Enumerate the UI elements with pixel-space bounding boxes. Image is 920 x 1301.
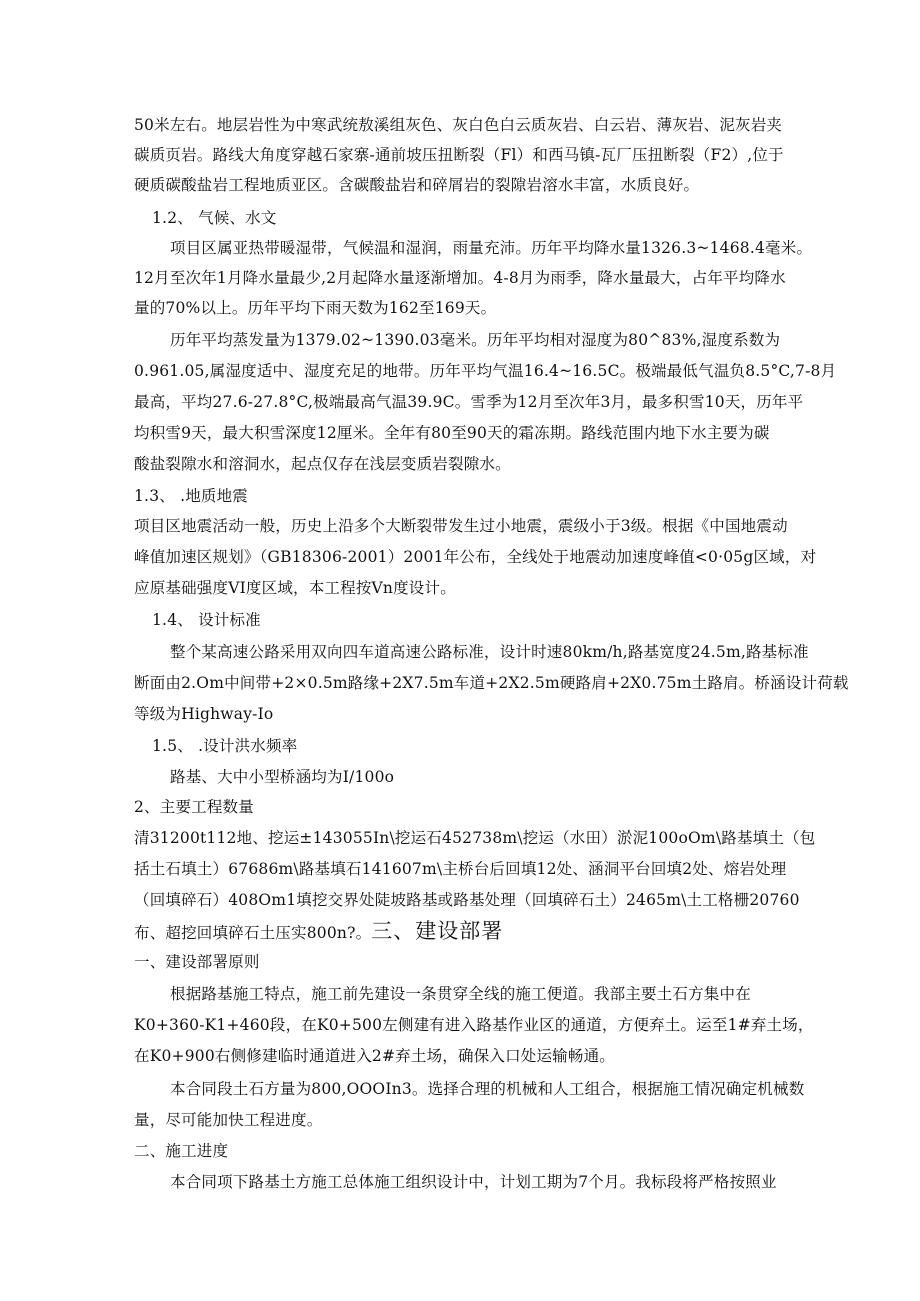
text-line: 路基、大中小型桥涵均为I/100o bbox=[170, 768, 395, 786]
text-line: 碳质页岩。路线大角度穿越石家寨-通前坡压扭断裂（Fl）和西马镇-瓦厂压扭断裂（F2）,位于 bbox=[134, 146, 784, 164]
text-line: 项目区地震活动一般，历史上沿多个大断裂带发生过小地震，震级小于3级。根据《中国地震动 bbox=[134, 517, 788, 535]
section-heading: 1.2、 气候、水文 bbox=[152, 209, 277, 227]
text-line: 量的70%以上。历年平均下雨天数为162至169天。 bbox=[134, 299, 497, 317]
text-line: 整个某高速公路采用双向四车道高速公路标准，设计时速80km/h,路基宽度24.5m,路基标准 bbox=[170, 643, 809, 661]
text-line: K0+360-K1+460段，在K0+500左侧建有进入路基作业区的通道，方便弃土。运至1#弃土场， bbox=[134, 1016, 814, 1034]
text-line: 12月至次年1月降水量最少,2月起降水量逐渐增加。4-8月为雨季，降水量最大，占年平均降水 bbox=[134, 269, 786, 287]
section-heading: 1.5、 .设计洪水频率 bbox=[152, 737, 298, 755]
text-line: 项目区属亚热带暖湿带，气候温和湿润，雨量充沛。历年平均降水量1326.3~1468.4毫米。 bbox=[170, 239, 813, 257]
text-line: 0.961.05,属湿度适中、湿度充足的地带。历年平均气温16.4~16.5C。极端最低气温负8.5°C,7-8月 bbox=[134, 362, 837, 380]
text-line: 历年平均蒸发量为1379.02~1390.03毫米。历年平均相对湿度为80^83%,湿度系数为 bbox=[170, 331, 781, 349]
section-heading: 1.3、 .地质地震 bbox=[134, 487, 249, 505]
text-line: 50米左右。地层岩性为中寒武统敖溪组灰色、灰白色白云质灰岩、白云岩、薄灰岩、泥灰岩夹 bbox=[134, 116, 783, 134]
section-heading: 1.4、 设计标准 bbox=[152, 611, 261, 629]
section-heading: 二、施工进度 bbox=[134, 1142, 229, 1160]
text-line: 本合同段土石方量为800,OOOIn3。选择合理的机械和人工组合，根据施工情况确定机械数 bbox=[170, 1080, 805, 1098]
text-line: 峰值加速区规划》（GB18306-2001）2001年公布，全线处于地震动加速度峰值<0·05g区域，对 bbox=[134, 548, 817, 566]
text-line: 等级为Highway-Io bbox=[134, 705, 274, 723]
text-line bbox=[134, 921, 503, 943]
text-line: 硬质碳酸盐岩工程地质亚区。含碳酸盐岩和碎屑岩的裂隙岩溶水丰富，水质良好。 bbox=[134, 176, 700, 194]
text-line: 括土石填土）67686m\路基填石141607m\主桥台后回填12处、涵洞平台回填2处、熔岩处理 bbox=[134, 860, 787, 878]
text-run: 布、超挖回填碎石土压实800n?。 bbox=[134, 924, 372, 942]
text-line: 清31200t112地、挖运±143055In\挖运石452738m\挖运（水田）淤泥100oOm\路基填土（包 bbox=[134, 829, 816, 847]
text-line: 均积雪9天，最大积雪深度12厘米。全年有80至90天的霜冻期。路线范围内地下水主要为碳 bbox=[134, 424, 770, 442]
text-line: 最高，平均27.6-27.8°C,极端最高气温39.9C。雪季为12月至次年3月，最多积雪10天，历年平 bbox=[134, 393, 804, 411]
text-line: 本合同项下路基土方施工总体施工组织设计中，计划工期为7个月。我标段将严格按照业 bbox=[170, 1173, 777, 1191]
text-line: 断面由2.Om中间带+2×0.5m路缘+2X7.5m车道+2X2.5m硬路肩+2X0.75m土路肩。桥涵设计荷载 bbox=[134, 674, 849, 692]
text-line: 量，尽可能加快工程进度。 bbox=[134, 1111, 323, 1129]
section-heading: 一、建设部署原则 bbox=[134, 953, 260, 971]
text-line: 酸盐裂隙水和溶洞水，起点仅存在浅层变质岩裂隙水。 bbox=[134, 455, 511, 473]
text-line: 在K0+900右侧修建临时通道进入2#弃土场，确保入口处运输畅通。 bbox=[134, 1047, 615, 1065]
chapter-heading: 三、建设部署 bbox=[371, 919, 504, 943]
section-heading: 2、主要工程数量 bbox=[134, 798, 254, 816]
text-line: （回填碎石）408Om1填挖交界处陡坡路基或路基处理（回填碎石土）2465m\土工格栅20760 bbox=[134, 891, 800, 909]
text-line: 根据路基施工特点，施工前先建设一条贯穿全线的施工便道。我部主要土石方集中在 bbox=[170, 985, 751, 1003]
text-line: 应原基础强度VI度区域，本工程按Vn度设计。 bbox=[134, 579, 456, 597]
